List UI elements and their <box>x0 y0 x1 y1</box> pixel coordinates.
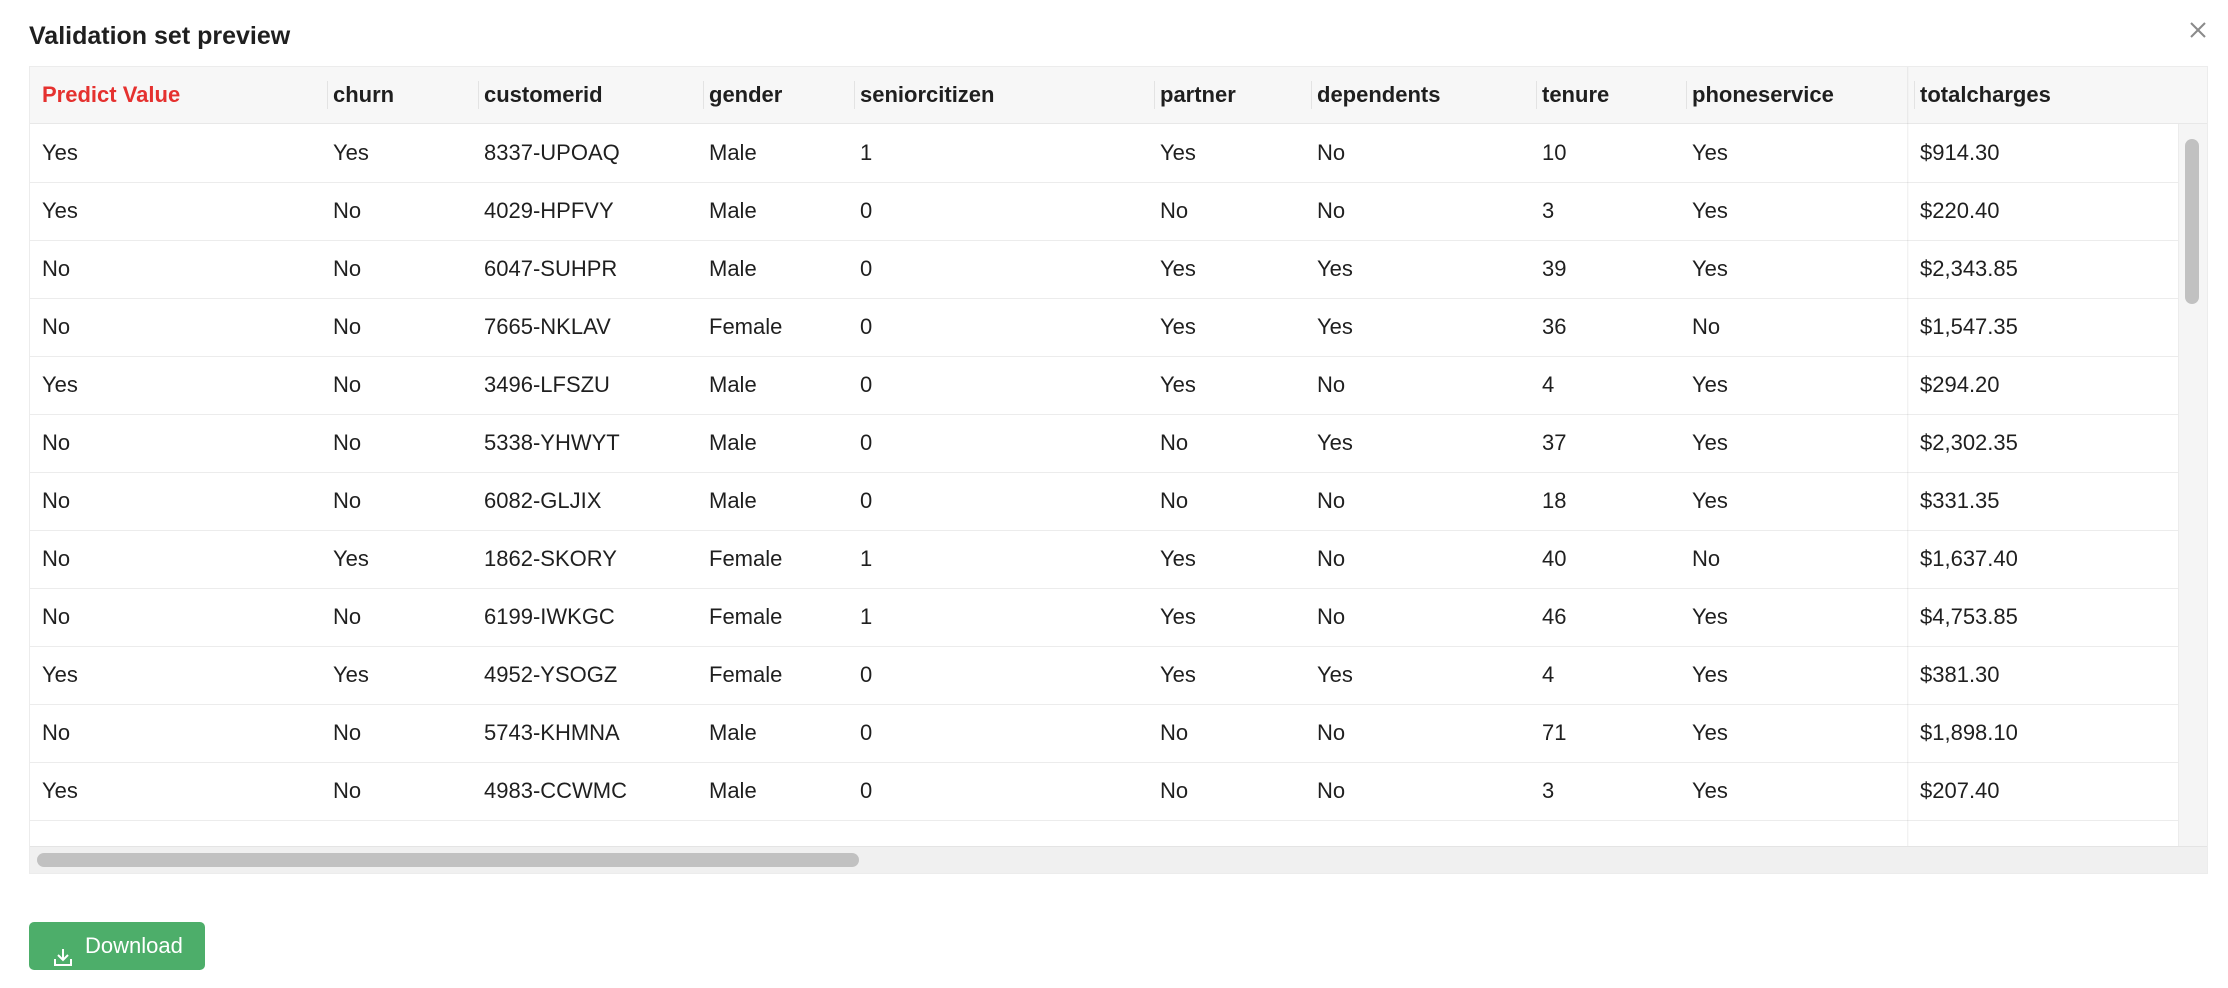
cell-tenure: 3 <box>1542 198 1555 223</box>
cell-predict-value: Yes <box>42 140 78 165</box>
cell-churn: No <box>333 198 362 223</box>
cell-partner: No <box>1160 778 1189 803</box>
cell-churn: Yes <box>333 662 369 687</box>
cell-seniorcitizen: 0 <box>860 256 873 281</box>
cell-churn: Yes <box>333 546 369 571</box>
cell-phoneservice: Yes <box>1692 604 1728 629</box>
cell-customerid: 6047-SUHPR <box>484 256 618 281</box>
table-row[interactable] <box>30 820 2178 846</box>
cell-customerid: 4983-CCWMC <box>484 778 628 803</box>
cell-phoneservice: Yes <box>1692 256 1728 281</box>
cell-partner: No <box>1160 488 1189 513</box>
cell-phoneservice: Yes <box>1692 430 1728 455</box>
cell-partner: Yes <box>1160 314 1196 339</box>
cell-gender: Female <box>709 546 783 571</box>
cell-totalcharges: $2,343.85 <box>1920 256 2018 281</box>
cell-totalcharges: $381.30 <box>1920 662 2000 687</box>
table-row[interactable] <box>30 646 2178 705</box>
cell-phoneservice: Yes <box>1692 720 1728 745</box>
cell-totalcharges: $1,898.10 <box>1920 720 2018 745</box>
cell-seniorcitizen: 0 <box>860 314 873 339</box>
cell-tenure: 39 <box>1542 256 1567 281</box>
table-row[interactable] <box>30 356 2178 415</box>
cell-totalcharges: $1,637.40 <box>1920 546 2018 571</box>
cell-gender: Male <box>709 778 757 803</box>
column-header-partner[interactable]: partner <box>1160 82 1236 107</box>
cell-seniorcitizen: 1 <box>860 604 873 629</box>
cell-gender: Male <box>709 488 757 513</box>
cell-dependents: No <box>1317 488 1346 513</box>
cell-seniorcitizen: 1 <box>860 140 873 165</box>
cell-phoneservice: Yes <box>1692 140 1728 165</box>
cell-phoneservice: Yes <box>1692 372 1728 397</box>
table-row[interactable] <box>30 414 2178 473</box>
cell-seniorcitizen: 0 <box>860 430 873 455</box>
column-header-seniorcitizen[interactable]: seniorcitizen <box>860 82 995 107</box>
column-header-totalcharges[interactable]: totalcharges <box>1920 82 2051 107</box>
cell-tenure: 40 <box>1542 546 1567 571</box>
cell-dependents: Yes <box>1317 314 1353 339</box>
cell-customerid: 3496-LFSZU <box>484 372 610 397</box>
cell-churn: No <box>333 488 362 513</box>
cell-predict-value: No <box>42 546 71 571</box>
cell-predict-value: Yes <box>42 662 78 687</box>
cell-gender: Female <box>709 314 783 339</box>
table-row[interactable] <box>30 124 2178 183</box>
cell-dependents: Yes <box>1317 256 1353 281</box>
download-button[interactable] <box>29 922 205 970</box>
cell-totalcharges: $331.35 <box>1920 488 2000 513</box>
cell-dependents: No <box>1317 778 1346 803</box>
cell-gender: Male <box>709 430 757 455</box>
cell-churn: No <box>333 720 362 745</box>
cell-predict-value: No <box>42 488 71 513</box>
table-row[interactable] <box>30 588 2178 647</box>
cell-customerid: 8337-UPOAQ <box>484 140 620 165</box>
cell-gender: Male <box>709 256 757 281</box>
column-header-customerid[interactable]: customerid <box>484 82 603 107</box>
close-icon[interactable] <box>2183 15 2213 45</box>
cell-tenure: 10 <box>1542 140 1567 165</box>
table-body <box>30 124 2178 846</box>
column-header-gender[interactable]: gender <box>709 82 783 107</box>
cell-customerid: 6082-GLJIX <box>484 488 602 513</box>
table-row[interactable] <box>30 530 2178 589</box>
column-header-dependents[interactable]: dependents <box>1317 82 1441 107</box>
cell-partner: No <box>1160 198 1189 223</box>
cell-gender: Female <box>709 662 783 687</box>
cell-churn: No <box>333 372 362 397</box>
column-separator <box>1914 81 1915 109</box>
cell-seniorcitizen: 0 <box>860 720 873 745</box>
column-separator <box>854 81 855 109</box>
cell-phoneservice: Yes <box>1692 198 1728 223</box>
column-separator <box>327 81 328 109</box>
cell-partner: Yes <box>1160 256 1196 281</box>
cell-gender: Female <box>709 604 783 629</box>
column-header-predict-value[interactable]: Predict Value <box>42 82 181 107</box>
cell-dependents: Yes <box>1317 662 1353 687</box>
cell-predict-value: Yes <box>42 778 78 803</box>
cell-tenure: 46 <box>1542 604 1567 629</box>
column-separator <box>1154 81 1155 109</box>
cell-gender: Male <box>709 372 757 397</box>
cell-partner: Yes <box>1160 546 1196 571</box>
cell-tenure: 3 <box>1542 778 1555 803</box>
cell-predict-value: No <box>42 430 71 455</box>
fixed-column-divider <box>1907 67 1909 846</box>
cell-predict-value: No <box>42 314 71 339</box>
cell-dependents: No <box>1317 720 1346 745</box>
cell-seniorcitizen: 1 <box>860 546 873 571</box>
cell-tenure: 71 <box>1542 720 1567 745</box>
column-header-phoneservice[interactable]: phoneservice <box>1692 82 1834 107</box>
cell-totalcharges: $294.20 <box>1920 372 2000 397</box>
cell-phoneservice: Yes <box>1692 778 1728 803</box>
cell-partner: Yes <box>1160 372 1196 397</box>
cell-tenure: 18 <box>1542 488 1567 513</box>
cell-totalcharges: $220.40 <box>1920 198 2000 223</box>
cell-tenure: 4 <box>1542 372 1555 397</box>
cell-totalcharges: $914.30 <box>1920 140 2000 165</box>
cell-partner: No <box>1160 430 1189 455</box>
cell-customerid: 4952-YSOGZ <box>484 662 618 687</box>
cell-phoneservice: Yes <box>1692 488 1728 513</box>
column-separator <box>1311 81 1312 109</box>
column-separator <box>1686 81 1687 109</box>
table-header <box>30 67 2207 124</box>
cell-tenure: 4 <box>1542 662 1555 687</box>
cell-phoneservice: No <box>1692 546 1721 571</box>
cell-totalcharges: $2,302.35 <box>1920 430 2018 455</box>
cell-seniorcitizen: 0 <box>860 198 873 223</box>
cell-churn: No <box>333 314 362 339</box>
cell-partner: Yes <box>1160 140 1196 165</box>
vertical-scrollbar-thumb[interactable] <box>2185 139 2199 304</box>
dialog-title: Validation set preview <box>29 22 291 50</box>
cell-gender: Male <box>709 198 757 223</box>
cell-customerid: 6199-IWKGC <box>484 604 615 629</box>
preview-table <box>29 66 2208 874</box>
cell-predict-value: No <box>42 256 71 281</box>
cell-customerid: 5338-YHWYT <box>484 430 620 455</box>
table-row[interactable] <box>30 298 2178 357</box>
column-separator <box>478 81 479 109</box>
cell-dependents: No <box>1317 372 1346 397</box>
cell-totalcharges: $1,547.35 <box>1920 314 2018 339</box>
cell-phoneservice: No <box>1692 314 1721 339</box>
cell-predict-value: Yes <box>42 198 78 223</box>
cell-partner: No <box>1160 720 1189 745</box>
cell-gender: Male <box>709 720 757 745</box>
cell-dependents: Yes <box>1317 430 1353 455</box>
table-row[interactable] <box>30 182 2178 241</box>
cell-tenure: 36 <box>1542 314 1567 339</box>
cell-customerid: 5743-KHMNA <box>484 720 620 745</box>
cell-customerid: 7665-NKLAV <box>484 314 611 339</box>
cell-totalcharges: $4,753.85 <box>1920 604 2018 629</box>
table-row[interactable] <box>30 240 2178 299</box>
table-row[interactable] <box>30 762 2178 821</box>
cell-churn: No <box>333 256 362 281</box>
cell-seniorcitizen: 0 <box>860 662 873 687</box>
table-row[interactable] <box>30 704 2178 763</box>
cell-predict-value: No <box>42 604 71 629</box>
cell-predict-value: No <box>42 720 71 745</box>
cell-churn: No <box>333 430 362 455</box>
download-label: Download <box>85 933 183 958</box>
cell-customerid: 4029-HPFVY <box>484 198 614 223</box>
cell-dependents: No <box>1317 546 1346 571</box>
column-header-churn[interactable]: churn <box>333 82 395 107</box>
cell-dependents: No <box>1317 198 1346 223</box>
cell-partner: Yes <box>1160 604 1196 629</box>
column-separator <box>703 81 704 109</box>
table-row[interactable] <box>30 472 2178 531</box>
cell-churn: No <box>333 604 362 629</box>
cell-partner: Yes <box>1160 662 1196 687</box>
cell-totalcharges: $207.40 <box>1920 778 2000 803</box>
cell-phoneservice: Yes <box>1692 662 1728 687</box>
cell-seniorcitizen: 0 <box>860 372 873 397</box>
horizontal-scrollbar-thumb[interactable] <box>37 853 859 867</box>
download-icon <box>53 936 73 956</box>
cell-dependents: No <box>1317 604 1346 629</box>
cell-customerid: 1862-SKORY <box>484 546 617 571</box>
cell-dependents: No <box>1317 140 1346 165</box>
cell-churn: No <box>333 778 362 803</box>
cell-predict-value: Yes <box>42 372 78 397</box>
column-header-tenure[interactable]: tenure <box>1542 82 1610 107</box>
column-separator <box>1536 81 1537 109</box>
cell-tenure: 37 <box>1542 430 1567 455</box>
cell-gender: Male <box>709 140 757 165</box>
cell-seniorcitizen: 0 <box>860 488 873 513</box>
cell-churn: Yes <box>333 140 369 165</box>
cell-seniorcitizen: 0 <box>860 778 873 803</box>
